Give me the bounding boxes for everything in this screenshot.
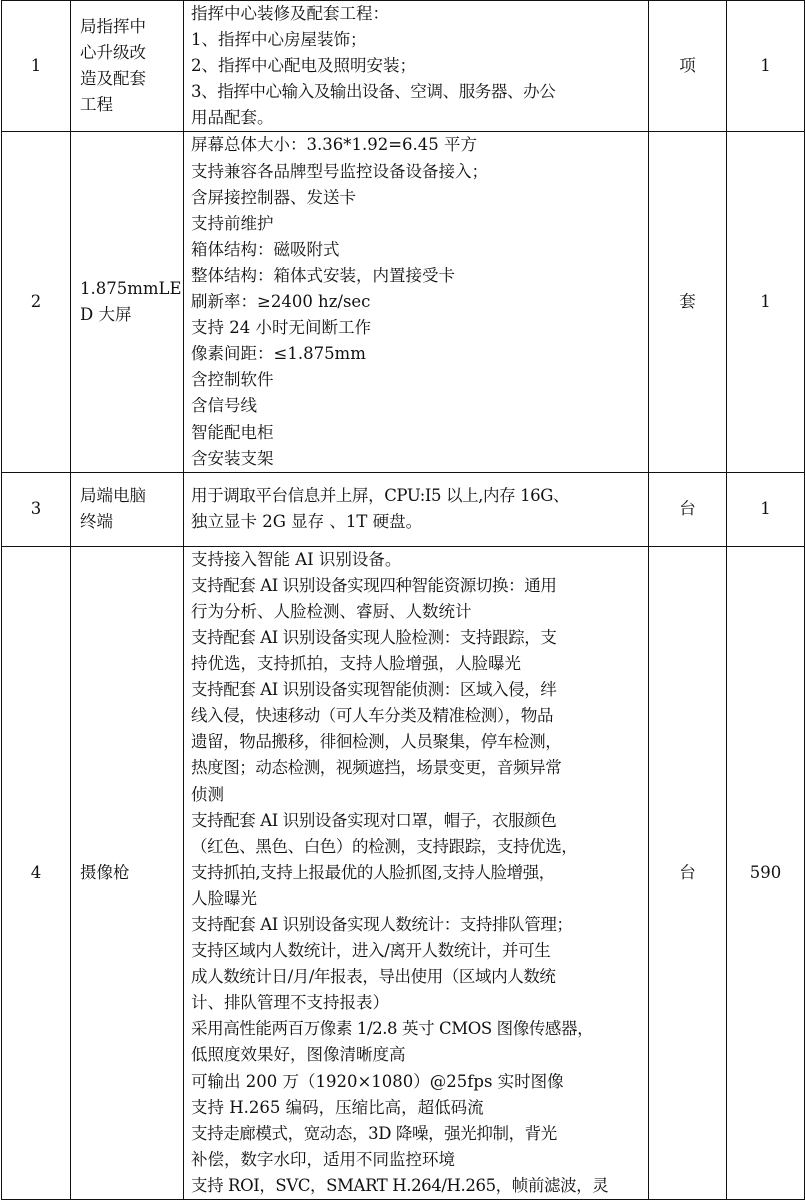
- spec-table: [1, 0, 805, 1200]
- table-row: [2, 472, 805, 546]
- row-index-cell: 4: [2, 546, 71, 1199]
- table-row: [2, 1, 805, 132]
- table-row: [2, 132, 805, 472]
- quantity-cell: 1: [727, 472, 805, 546]
- item-name-cell: 局端电脑 终端: [71, 472, 184, 546]
- row-index-cell: 3: [2, 472, 71, 546]
- quantity-cell: 1: [727, 132, 805, 472]
- table-row: [2, 546, 805, 1199]
- item-name-cell: 摄像枪: [71, 546, 184, 1199]
- unit-cell: 台: [649, 472, 727, 546]
- item-spec-cell: 用于调取平台信息并上屏，CPU:I5 以上,内存 16G、 独立显卡 2G 显存 、1T 硬盘。: [184, 472, 649, 546]
- row-index-cell: 1: [2, 1, 71, 132]
- item-spec-cell: 屏幕总体大小：3.36*1.92=6.45 平方 支持兼容各品牌型号监控设备设备接入； 含屏接控制器、发送卡 支持前维护 箱体结构：磁吸附式 整体结构：箱体式安装，内置接受卡 刷新率：≥2400 hz/sec 支持 24 小时无间断工作 像素间距：≤1.875mm 含控制软件 含信号线 智能配电柜 含安装支架: [184, 132, 649, 472]
- quantity-cell: 590: [727, 546, 805, 1199]
- unit-cell: 台: [649, 546, 727, 1199]
- row-index-cell: 2: [2, 132, 71, 472]
- item-name-cell: 局指挥中 心升级改 造及配套 工程: [71, 1, 184, 132]
- item-name-cell: 1.875mmLE D 大屏: [71, 132, 184, 472]
- item-spec-cell: 指挥中心装修及配套工程： 1、指挥中心房屋装饰； 2、指挥中心配电及照明安装； 3、指挥中心输入及输出设备、空调、服务器、办公 用品配套。: [184, 1, 649, 132]
- unit-cell: 套: [649, 132, 727, 472]
- item-spec-cell: 支持接入智能 AI 识别设备。 支持配套 AI 识别设备实现四种智能资源切换：通用 行为分析、人脸检测、睿厨、人数统计 支持配套 AI 识别设备实现人脸检测：支持跟踪，支 持优选，支持抓拍，支持人脸增强，人脸曝光 支持配套 AI 识别设备实现智能侦测：区域入侵，绊 线入侵，快速移动（可人车分类及精准检测），物品 遗留，物品搬移，徘徊检测，人员聚集，停车检测， 热度图；动态检测，视频遮挡，场景变更，音频异常 侦测 支持配套 AI 识别设备实现对口罩，帽子，衣服颜色 （红色、黑色、白色）的检测，支持跟踪，支持优选， 支持抓拍,支持上报最优的人脸抓图,支持人脸增强， 人脸曝光 支持配套 AI 识别设备实现人数统计：支持排队管理； 支持区域内人数统计，进入/离开人数统计，并可生 成人数统计日/月/年报表，导出使用（区域内人数统 计、排队管理不支持报表） 采用高性能两百万像素 1/2.8 英寸 CMOS 图像传感器， 低照度效果好，图像清晰度高 可输出 200 万（1920×1080）@25fps 实时图像 支持 H.265 编码，压缩比高，超低码流 支持走廊模式，宽动态，3D 降噪，强光抑制，背光 补偿，数字水印，适用不同监控环境 支持 ROI，SVC，SMART H.264/H.265，帧前滤波，灵: [184, 546, 649, 1199]
- quantity-cell: 1: [727, 1, 805, 132]
- unit-cell: 项: [649, 1, 727, 132]
